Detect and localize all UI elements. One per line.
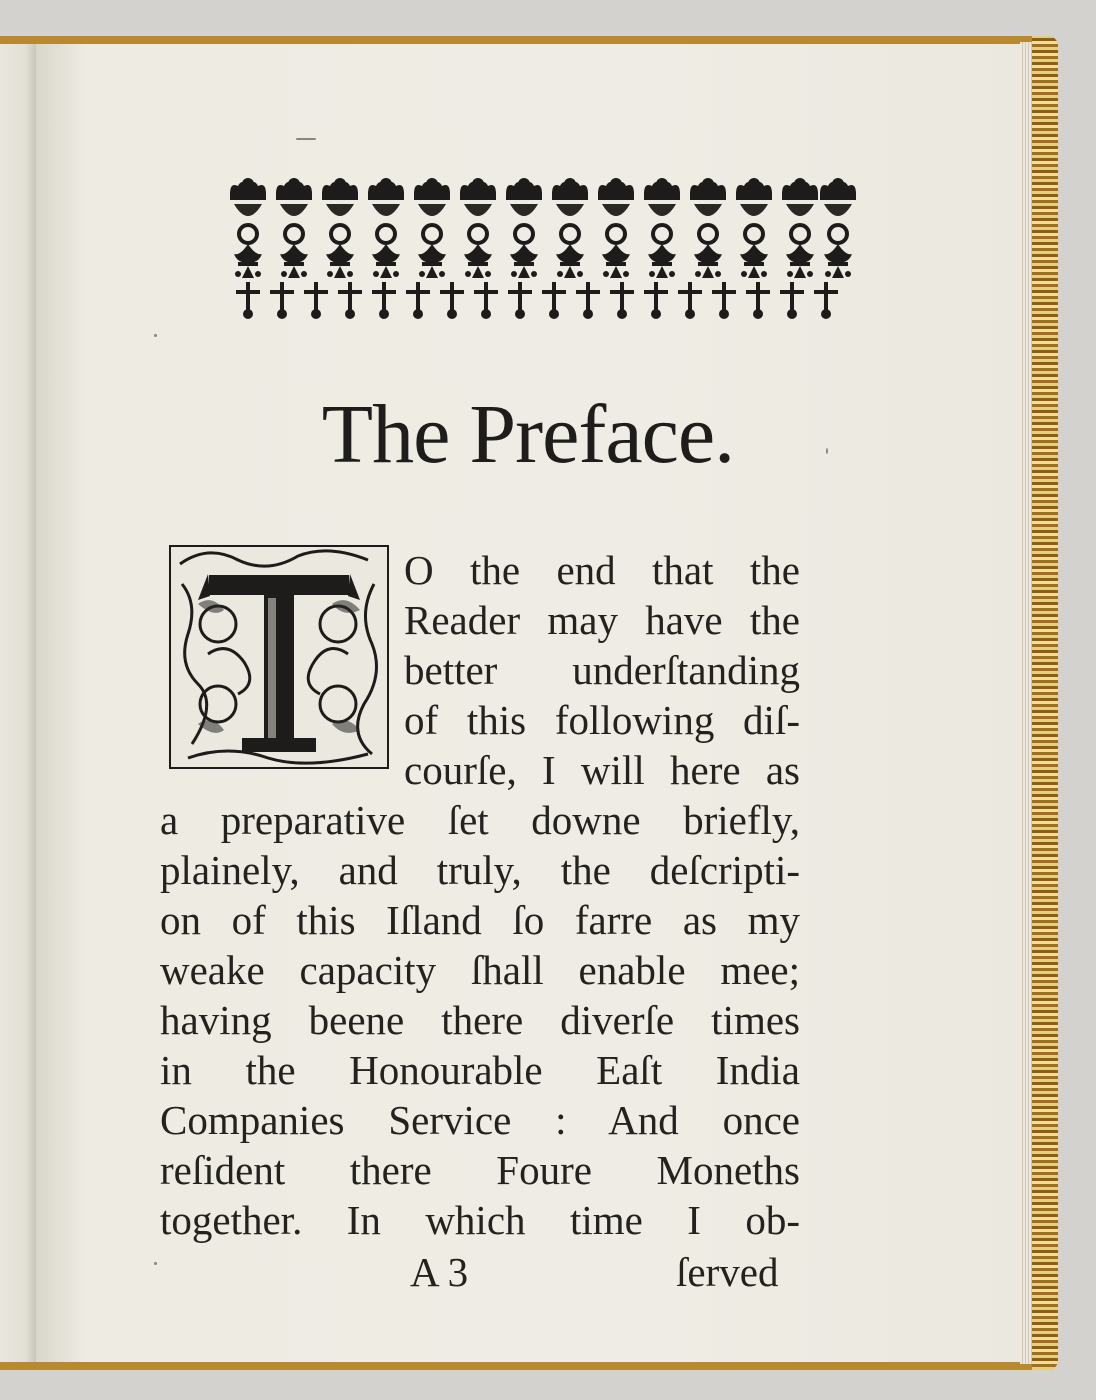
text-line: together. In which time I ob-: [160, 1197, 800, 1243]
ornament-row-1: [230, 178, 856, 243]
page-title: The Preface.: [321, 388, 735, 481]
decorated-initial-t: [168, 544, 390, 770]
paper-speck: [296, 138, 316, 140]
left-page-edge: [0, 44, 36, 1362]
book: [0, 36, 1058, 1370]
headpiece-ornament: [226, 174, 856, 324]
text-line: courſe, I will here as: [404, 747, 800, 793]
text-line: in the Honourable Eaſt India: [160, 1047, 800, 1093]
paper-speck: [154, 334, 157, 337]
text-line: better underſtanding: [404, 647, 800, 693]
paper-speck: [154, 1262, 157, 1265]
text-line: Companies Service : And once: [160, 1097, 800, 1143]
ornament-row-2: [234, 244, 852, 278]
text-line: O the end that the: [404, 547, 800, 593]
page-stack-edge: [1020, 42, 1032, 1364]
text-line: plainely, and truly, the deſcripti-: [160, 847, 800, 893]
book-page: [36, 44, 1020, 1362]
text-line: reſident there Foure Moneths: [160, 1147, 800, 1193]
paper-speck: [826, 448, 828, 454]
text-line: weake capacity ſhall enable mee;: [160, 947, 800, 993]
catchword: ſerved: [676, 1249, 779, 1295]
text-line: having beene there diverſe times: [160, 997, 800, 1043]
text-line: of this following diſ-: [404, 697, 800, 743]
text-line: Reader may have the: [404, 597, 800, 643]
text-line: a preparative ſet downe briefly,: [160, 797, 800, 843]
gilt-page-edge: [1032, 36, 1058, 1370]
ornament-row-3: [236, 282, 838, 319]
signature-mark: A 3: [410, 1249, 469, 1295]
text-line: on of this Iſland ſo farre as my: [160, 897, 800, 943]
